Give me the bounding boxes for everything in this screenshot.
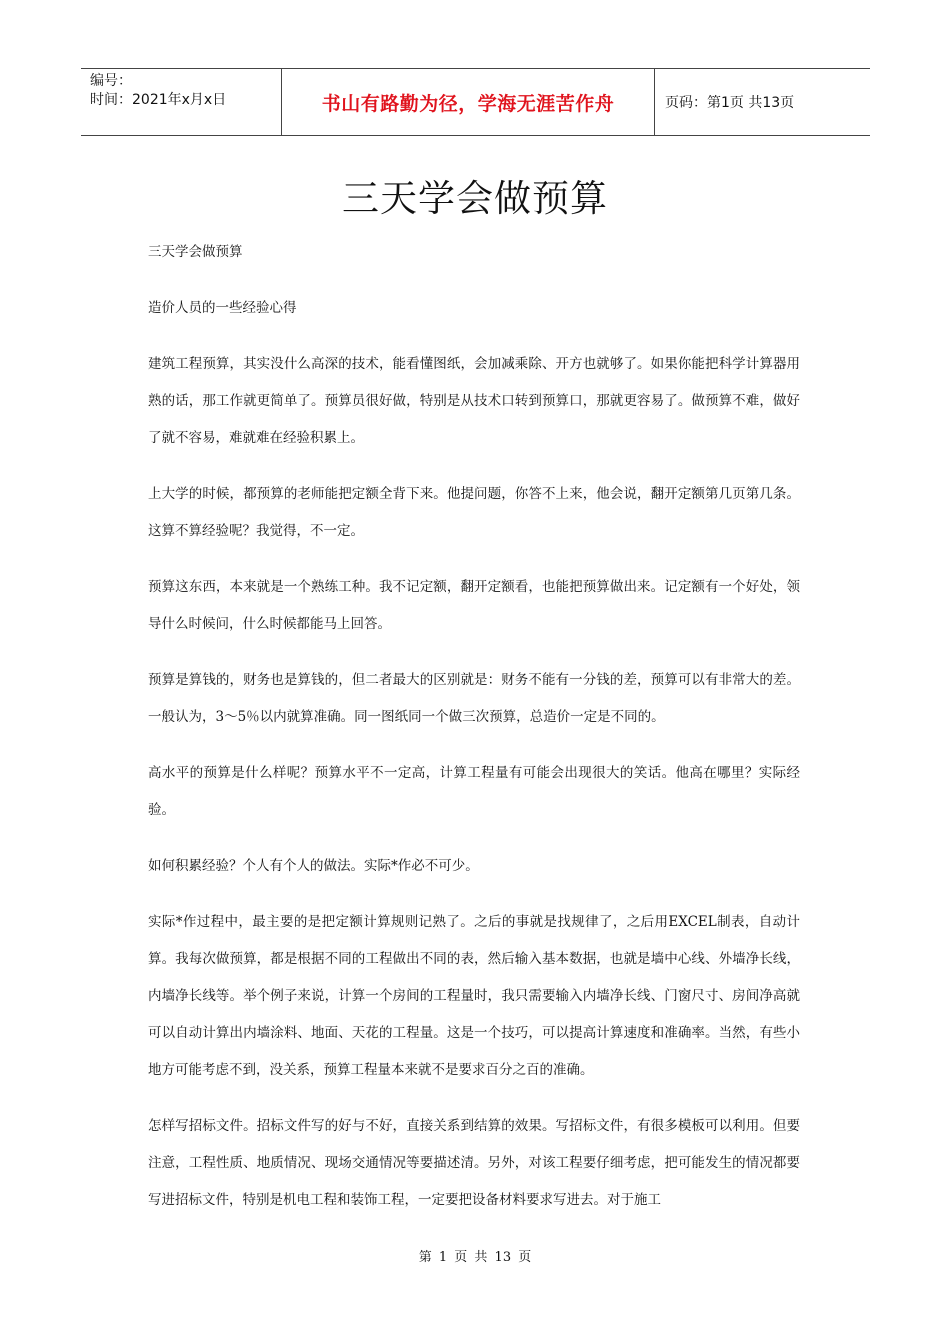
header-motto-cell <box>281 69 655 135</box>
paragraph: 上大学的时候，都预算的老师能把定额全背下来。他提问题，你答不上来，他会说，翻开定额第几页第几条。这算不算经验呢？我觉得，不一定。 <box>148 486 800 539</box>
paragraph: 造价人员的一些经验心得 <box>148 300 297 316</box>
paragraph: 如何积累经验？个人有个人的做法。实际*作必不可少。 <box>148 858 479 874</box>
header-page-cell <box>655 69 870 135</box>
page-info: 页码：第1页 共13页 <box>665 95 795 111</box>
document-body <box>148 234 800 1238</box>
paragraph: 预算这东西，本来就是一个熟练工种。我不记定额，翻开定额看，也能把预算做出来。记定额有一个好处，领导什么时候问，什么时候都能马上回答。 <box>148 579 800 632</box>
paragraph: 建筑工程预算，其实没什么高深的技术，能看懂图纸，会加减乘除、开方也就够了。如果你能把科学计算器用熟的话，那工作就更简单了。预算员很好做，特别是从技术口转到预算口，那就更容易了。做预算不难，做好了就不容易，难就难在经验积累上。 <box>148 356 800 446</box>
number-label: 编号： <box>90 73 132 89</box>
paragraph: 预算是算钱的，财务也是算钱的，但二者最大的区别就是：财务不能有一分钱的差，预算可以有非常大的差。一般认为，3～5％以内就算准确。同一图纸同一个做三次预算，总造价一定是不同的。 <box>148 672 800 725</box>
time-label: 时间：2021年x月x日 <box>90 92 227 108</box>
header-left-cell <box>81 69 281 135</box>
document-title: 三天学会做预算 <box>342 177 608 220</box>
motto-text: 书山有路勤为径，学海无涯苦作舟 <box>321 92 615 115</box>
paragraph: 怎样写招标文件。招标文件写的好与不好，直接关系到结算的效果。写招标文件，有很多模板可以利用。但要注意，工程性质、地质情况、现场交通情况等要描述清。另外，对该工程要仔细考虑，把可能发生的情况都要写进招标文件，特别是机电工程和装饰工程，一定要把设备材料要求写进去。对于施工 <box>148 1118 800 1208</box>
page-footer: 第 1 页 共 13 页 <box>418 1250 532 1265</box>
paragraph: 高水平的预算是什么样呢？预算水平不一定高，计算工程量有可能会出现很大的笑话。他高在哪里？实际经验。 <box>148 765 800 818</box>
paragraph: 实际*作过程中，最主要的是把定额计算规则记熟了。之后的事就是找规律了，之后用EXCEL制表，自动计算。我每次做预算，都是根据不同的工程做出不同的表，然后输入基本数据，也就是墙中心线、外墙净长线，内墙净长线等。举个例子来说，计算一个房间的工程量时，我只需要输入内墙净长线、门窗尺寸、房间净高就可以自动计算出内墙涂料、地面、天花的工程量。这是一个技巧，可以提高计算速度和准确率。当然，有些小地方可能考虑不到，没关系，预算工程量本来就不是要求百分之百的准确。 <box>148 914 800 1078</box>
header-table <box>81 68 870 136</box>
paragraph: 三天学会做预算 <box>148 244 243 260</box>
